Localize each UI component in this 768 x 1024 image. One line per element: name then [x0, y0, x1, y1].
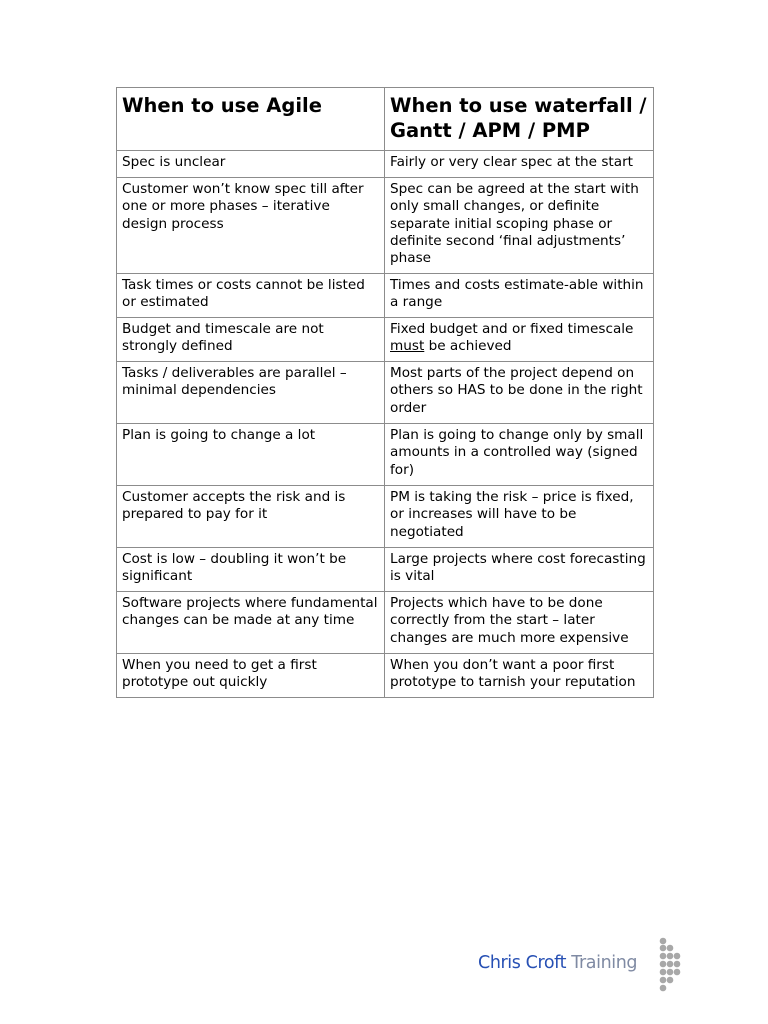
agile-cell: Budget and timescale are not strongly defined [117, 318, 385, 362]
waterfall-cell: PM is taking the risk – price is fixed, or increases will have to be negotiated [385, 486, 654, 548]
waterfall-cell: Spec can be agreed at the start with only small changes, or definite separate initial scoping phase or definite second ‘final adjustments’ phase [385, 178, 654, 274]
table-row [117, 592, 654, 654]
logo-text [478, 953, 637, 973]
table-header-row [117, 88, 654, 151]
agile-cell: Customer accepts the risk and is prepared to pay for it [117, 486, 385, 548]
agile-cell: Plan is going to change a lot [117, 424, 385, 486]
header-waterfall: When to use waterfall / Gantt / APM / PMP [385, 88, 654, 151]
agile-cell: Spec is unclear [117, 151, 385, 178]
agile-cell: Software projects where fundamental changes can be made at any time [117, 592, 385, 654]
waterfall-text: be achieved [424, 338, 512, 355]
table-row [117, 362, 654, 424]
header-agile: When to use Agile [117, 88, 385, 151]
waterfall-cell: Most parts of the project depend on others so HAS to be done in the right order [385, 362, 654, 424]
agile-cell: Customer won’t know spec till after one or more phases – iterative design process [117, 178, 385, 274]
emphasis-must: must [390, 338, 425, 355]
table-row [117, 178, 654, 274]
table-row [117, 318, 654, 362]
waterfall-cell: Large projects where cost forecasting is vital [385, 548, 654, 592]
agile-cell: Task times or costs cannot be listed or estimated [117, 274, 385, 318]
waterfall-cell: Fairly or very clear spec at the start [385, 151, 654, 178]
dot-grid-logo-icon [654, 936, 684, 994]
agile-cell: When you need to get a first prototype out quickly [117, 654, 385, 698]
table-row [117, 274, 654, 318]
agile-cell: Cost is low – doubling it won’t be significant [117, 548, 385, 592]
table-row [117, 424, 654, 486]
waterfall-cell: Times and costs estimate-able within a range [385, 274, 654, 318]
table-row [117, 548, 654, 592]
waterfall-cell: When you don’t want a poor first prototype to tarnish your reputation [385, 654, 654, 698]
waterfall-cell [385, 318, 654, 362]
table-row [117, 151, 654, 178]
comparison-table [116, 87, 654, 698]
table-row [117, 654, 654, 698]
logo-name: Chris Croft [478, 953, 567, 973]
waterfall-cell: Projects which have to be done correctly from the start – later changes are much more expensive [385, 592, 654, 654]
waterfall-text: Fixed budget and or fixed timescale [390, 321, 634, 337]
company-logo [478, 936, 708, 994]
logo-word: Training [571, 953, 638, 973]
waterfall-cell: Plan is going to change only by small amounts in a controlled way (signed for) [385, 424, 654, 486]
table-row [117, 486, 654, 548]
agile-cell: Tasks / deliverables are parallel – minimal dependencies [117, 362, 385, 424]
